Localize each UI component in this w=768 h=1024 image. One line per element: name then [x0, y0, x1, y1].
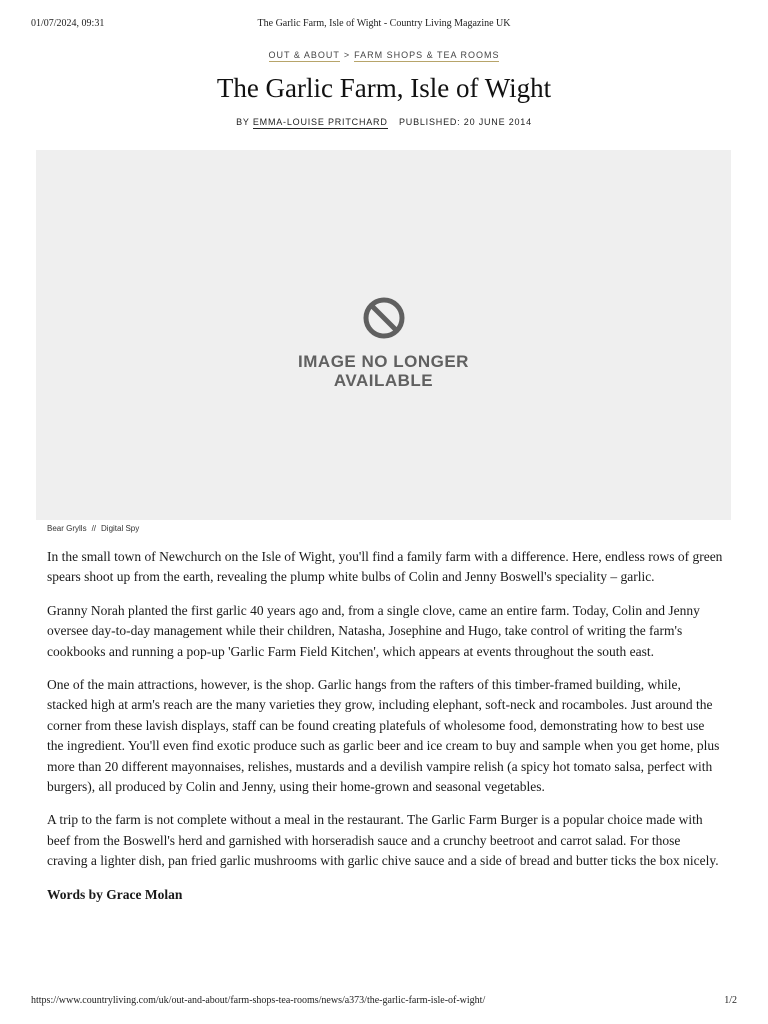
paragraph: A trip to the farm is not complete without a meal in the restaurant. The Garlic Farm Burger is a popular choice made with beef from the Boswell's herd and garnished with horseradish sauce and a crunchy beetroot and carrot salad. For those craving a lighter dish, pan fried garlic mushrooms with garlic chive sauce and a side of bread and butter ticks the box nicely.: [47, 812, 719, 869]
no-entry-icon: [362, 296, 406, 340]
credit-left: Bear Grylls: [47, 524, 87, 533]
breadcrumb-link-out-and-about[interactable]: OUT & ABOUT: [268, 50, 340, 60]
breadcrumb-link-farm-shops[interactable]: FARM SHOPS & TEA ROOMS: [354, 50, 500, 60]
image-unavailable-text: IMAGE NO LONGER AVAILABLE: [298, 352, 469, 390]
author-link[interactable]: EMMA-LOUISE PRITCHARD: [252, 117, 388, 127]
print-datetime: 01/07/2024, 09:31: [31, 18, 105, 29]
byline: [0, 117, 768, 127]
published-date: PUBLISHED: 20 JUNE 2014: [398, 117, 532, 127]
hero-image-placeholder: [36, 150, 731, 520]
article-body: [47, 547, 723, 918]
image-credit: [47, 524, 139, 533]
print-url: https://www.countryliving.com/uk/out-and-about/farm-shops-tea-rooms/news/a373/the-garlic-farm-isle-of-wight/: [31, 995, 486, 1006]
words-by-credit: Words by Grace Molan: [47, 886, 183, 902]
breadcrumb: [0, 50, 768, 60]
article-title: The Garlic Farm, Isle of Wight: [216, 73, 552, 103]
paragraph: One of the main attractions, however, is the shop. Garlic hangs from the rafters of this timber-framed building, while, stacked high at arm's reach are the many varieties they grow, including elephant, soft-neck and rocamboles. Just around the corner from these lavish displays, staff can be found creating platefuls of wholesome food, demonstrating how to best use the ingredient. You'll even find exotic produce such as garlic beer and ice cream to buy and sample when you get home, plus more than 20 different mayonnaises, relishes, mustards and a devilish vampire relish (a spicy hot tomato salsa, perfect with burgers), all produced by Colin and Jenny, using their home-grown and seasonal vegetables.: [47, 677, 720, 795]
print-footer: [0, 995, 768, 1009]
image-unavailable-notice: [36, 296, 731, 390]
byline-prefix: BY: [236, 117, 250, 127]
print-page-title: The Garlic Farm, Isle of Wight - Country Living Magazine UK: [257, 18, 511, 29]
print-header: [0, 18, 768, 32]
credit-divider: //: [91, 524, 97, 533]
credit-right: Digital Spy: [101, 524, 140, 533]
paragraph: Granny Norah planted the first garlic 40 years ago and, from a single clove, came an entire farm. Today, Colin and Jenny oversee day-to-day management while their children, Natasha, Josephine and Hugo, take control of writing the farm's cookbooks and running a pop-up 'Garlic Farm Field Kitchen', which appears at events throughout the south east.: [47, 602, 700, 659]
paragraph: In the small town of Newchurch on the Isle of Wight, you'll find a family farm with a difference. Here, endless rows of green spears shoot up from the earth, revealing the plump white bulbs of Colin and Jenny Boswell's speciality – garlic.: [47, 549, 723, 585]
print-page-number: 1/2: [724, 995, 737, 1006]
breadcrumb-separator: >: [343, 50, 351, 60]
